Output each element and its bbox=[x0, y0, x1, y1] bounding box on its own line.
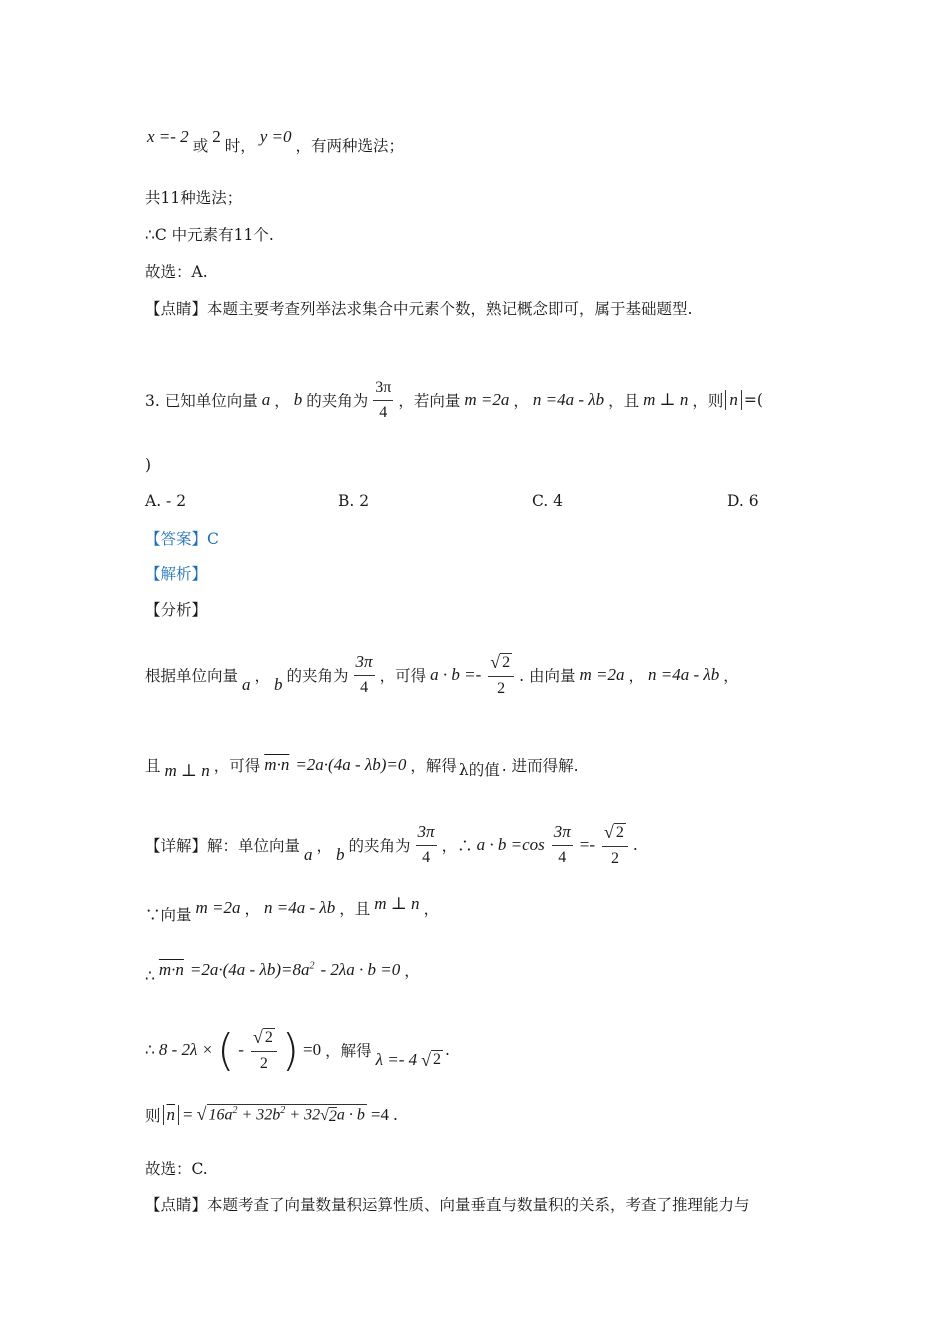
fraction bbox=[251, 1028, 277, 1072]
paren-left: ( bbox=[217, 1024, 235, 1076]
detail-line-7-note: 【点睛】本题考查了向量数量积运算性质、向量垂直与数量积的关系，考查了推理能力与 bbox=[145, 1196, 750, 1214]
detail-line-4 bbox=[145, 1020, 450, 1080]
text: ，∴ bbox=[441, 837, 473, 855]
math: n =4a - λb bbox=[532, 390, 605, 409]
text: 的夹角为 bbox=[286, 667, 349, 685]
math-y: y =0 bbox=[259, 127, 292, 146]
option-d: D. 6 bbox=[727, 492, 759, 510]
text: 且 bbox=[145, 757, 161, 775]
math: b bbox=[293, 390, 303, 409]
denominator: 2 bbox=[610, 849, 619, 867]
text: 根据单位向量 bbox=[145, 667, 239, 685]
math-part: =2a·(4a - λb)=8a bbox=[189, 960, 310, 979]
text: . 由向量 bbox=[519, 667, 576, 685]
term: 16a bbox=[208, 1106, 233, 1124]
radicand: 2 bbox=[615, 823, 624, 841]
math: m =2a bbox=[464, 390, 510, 409]
numerator bbox=[251, 1028, 277, 1052]
detail-line-2 bbox=[145, 888, 439, 928]
fraction bbox=[416, 823, 437, 866]
option-a: A. - 2 bbox=[145, 492, 187, 510]
text: ，可得 bbox=[379, 667, 427, 685]
text: ， bbox=[254, 667, 271, 685]
math: a bbox=[242, 675, 251, 694]
math: b bbox=[336, 845, 345, 864]
math-x: x =- 2 bbox=[147, 127, 189, 146]
text: ，若向量 bbox=[398, 392, 461, 410]
text: ，则 bbox=[692, 392, 724, 410]
superscript: 2 bbox=[280, 1105, 286, 1117]
sqrt bbox=[421, 1050, 443, 1071]
text: ，可得 bbox=[213, 757, 261, 775]
text: 3. 已知单位向量 bbox=[145, 392, 258, 410]
math: m ⊥ n bbox=[164, 761, 210, 780]
denominator: 2 bbox=[259, 1054, 268, 1072]
text: . bbox=[445, 1041, 450, 1059]
math: a · b =- bbox=[430, 665, 482, 684]
fraction bbox=[488, 653, 514, 697]
denominator: 4 bbox=[360, 679, 369, 697]
math: = bbox=[183, 1105, 193, 1124]
analysis-line-2 bbox=[145, 745, 579, 785]
line-3: ∴C 中元素有11个. bbox=[145, 226, 274, 244]
math: m·n bbox=[264, 755, 290, 774]
numerator bbox=[488, 653, 514, 677]
radicand: 2 bbox=[328, 1107, 337, 1125]
numerator: 3π bbox=[354, 653, 375, 676]
detail-line-5 bbox=[145, 1095, 398, 1135]
text: ，且 bbox=[339, 900, 371, 918]
text: 的夹角为 bbox=[306, 392, 369, 410]
superscript: 2 bbox=[309, 960, 315, 972]
line-2: 共11种选法； bbox=[145, 189, 243, 207]
question-3-close: ) bbox=[145, 456, 152, 474]
option-c: C. 4 bbox=[532, 492, 564, 510]
text: ， bbox=[423, 900, 440, 918]
fenxi-label: 【分析】 bbox=[145, 601, 208, 619]
sqrt-sign: √ bbox=[421, 1049, 432, 1070]
denominator: 4 bbox=[379, 403, 388, 421]
text: 或 bbox=[192, 137, 209, 155]
numerator: 3π bbox=[373, 379, 393, 401]
sqrt-sign: √ bbox=[490, 651, 501, 672]
text: ∴ bbox=[145, 967, 155, 985]
math: 2 bbox=[212, 127, 221, 146]
term: + 32 bbox=[285, 1106, 321, 1124]
numerator: 3π bbox=[416, 823, 437, 846]
math: m ⊥ n bbox=[643, 390, 689, 409]
fraction bbox=[354, 653, 375, 696]
text: 【详解】解：单位向量 bbox=[145, 837, 301, 855]
denominator: 2 bbox=[497, 679, 506, 697]
term: + 32b bbox=[237, 1106, 281, 1124]
text: ，解得 bbox=[325, 1042, 372, 1060]
fraction bbox=[602, 823, 628, 867]
math: n =4a - λb bbox=[264, 898, 336, 917]
math: b bbox=[274, 675, 283, 694]
text: ， bbox=[316, 837, 333, 855]
math: m =2a bbox=[579, 665, 625, 684]
math: a bbox=[261, 390, 271, 409]
radicand: 2 bbox=[264, 1028, 273, 1046]
math: - 2λa · b =0 bbox=[320, 960, 401, 979]
math: 8 - 2λ × bbox=[158, 1040, 214, 1059]
math: λ =- 4 bbox=[375, 1050, 418, 1069]
jiexi-label: 【解析】 bbox=[145, 565, 208, 583]
math: a bbox=[304, 845, 313, 864]
math: n =4a - λb bbox=[648, 665, 720, 684]
text: ∵向量 bbox=[145, 906, 192, 924]
inner-sqrt bbox=[320, 1107, 337, 1126]
fraction bbox=[373, 379, 393, 421]
detail-line-1 bbox=[145, 815, 638, 875]
fraction bbox=[552, 823, 573, 866]
text: . 进而得解. bbox=[501, 757, 579, 775]
math: m =2a bbox=[195, 898, 241, 917]
denominator: 4 bbox=[422, 849, 431, 867]
radicand: 2 bbox=[431, 1050, 443, 1071]
math: =2a·(4a - λb)=0 bbox=[295, 755, 407, 774]
line-4: 故选：A. bbox=[145, 263, 208, 281]
option-b: B. 2 bbox=[338, 492, 370, 510]
text: 则 bbox=[145, 1107, 161, 1125]
text: ∴ bbox=[145, 1041, 155, 1059]
sqrt-sign: √ bbox=[320, 1106, 329, 1124]
numerator bbox=[602, 823, 628, 847]
sqrt-sign: √ bbox=[604, 821, 614, 842]
line-5-note: 【点睛】本题主要考查列举法求集合中元素个数，熟记概念即可，属于基础题型. bbox=[145, 300, 693, 318]
detail-line-3 bbox=[145, 950, 420, 990]
text: . bbox=[392, 1106, 398, 1124]
paren-right: ) bbox=[281, 1024, 300, 1076]
math: m ⊥ n bbox=[374, 894, 420, 913]
question-3 bbox=[145, 370, 763, 430]
math: =- bbox=[579, 835, 596, 854]
abs-n: n bbox=[725, 390, 742, 410]
superscript: 2 bbox=[232, 1105, 238, 1117]
text: ， bbox=[628, 667, 644, 685]
radicand: 2 bbox=[502, 653, 511, 671]
sqrt bbox=[197, 1104, 367, 1125]
detail-line-6: 故选：C. bbox=[145, 1160, 208, 1178]
text: 时， bbox=[224, 137, 256, 155]
radicand bbox=[207, 1104, 367, 1125]
analysis-line-1 bbox=[145, 645, 739, 705]
text: ， bbox=[723, 667, 739, 685]
math: =0 bbox=[303, 1040, 322, 1059]
text: ，解得 bbox=[410, 757, 457, 775]
math: =4 bbox=[370, 1105, 389, 1124]
math: - bbox=[238, 1040, 244, 1059]
line-1 bbox=[145, 125, 404, 165]
abs-n: $\overline{n}$ bbox=[163, 1105, 180, 1125]
denominator: 4 bbox=[558, 849, 567, 867]
text: ， bbox=[274, 392, 290, 410]
answer-label: 【答案】C bbox=[145, 530, 219, 548]
options-row bbox=[145, 482, 805, 522]
text: ， bbox=[513, 392, 529, 410]
sqrt-sign: √ bbox=[196, 1104, 207, 1125]
math: m·n bbox=[158, 960, 184, 979]
math: a · b =cos bbox=[476, 835, 545, 854]
text: λ的值 bbox=[458, 761, 500, 779]
text: ，有两种选法； bbox=[295, 137, 405, 155]
text: ， bbox=[404, 962, 420, 980]
text: 的夹角为 bbox=[348, 837, 411, 855]
term: a · b bbox=[336, 1106, 365, 1124]
text: ，且 bbox=[608, 392, 640, 410]
text: . bbox=[632, 836, 638, 854]
math bbox=[188, 960, 317, 980]
numerator: 3π bbox=[552, 823, 573, 846]
text: =( bbox=[743, 391, 763, 409]
sqrt-sign: √ bbox=[252, 1026, 263, 1047]
text: ， bbox=[244, 900, 261, 918]
